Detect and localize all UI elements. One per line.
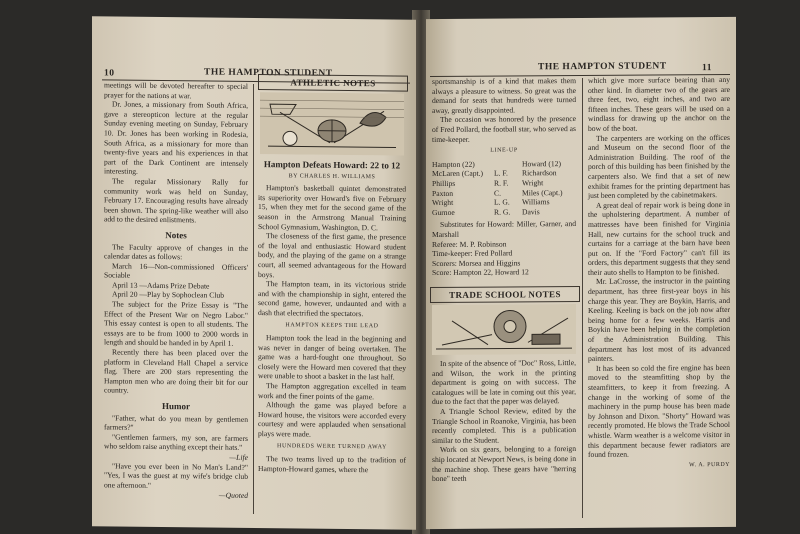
paragraph: The regular Missionary Rally for community work was held on Sunday, February 17. Encouraging results have already been shown. The spring-like weather will also add to the desired enlistments. (104, 176, 248, 225)
paragraph: "Gentlemen farmers, my son, are farmers who seldom raise anything except their hats." (104, 432, 248, 453)
left-col1 (104, 80, 248, 500)
paragraph: Hampton's basketball quintet demonstrated its superiority over Howard's five on February 15, when they met for the second game of the season in the Armstrong Manual Training School Gymnasium, Washington, D. C. (258, 183, 406, 232)
calendar-item: April 20 —Play by Sophoclean Club (112, 289, 225, 301)
lineup-cell: Wright (522, 178, 544, 188)
right-page-number: 11 (702, 63, 712, 74)
lineup-cell: Williams (522, 197, 550, 207)
subheading: HAMPTON KEEPS THE LEAD (285, 321, 379, 329)
paragraph: The subject for the Prize Essay is "The Effect of the Present War on Negro Labor." This essay contest is open to all students. The essays are to be from 1000 to 2000 words in length and should be handed in by April 1. (104, 299, 248, 349)
paragraph: A Triangle School Review, edited by the Triangle School in Roanoke, Virginia, has been recently completed. This is a publication similar to the Student. (432, 406, 576, 445)
paragraph: "Father, what do you mean by gentlemen farmers?" (104, 413, 248, 432)
lineup-heading: LINE-UP (490, 147, 518, 154)
humor-heading: Humor (162, 401, 190, 412)
lineup-cell: Miles (Capt.) (522, 187, 563, 197)
right-page (426, 17, 736, 529)
lineup-note: Substitutes for Howard: Miller, Garner, and Marshall (432, 219, 576, 239)
article-title: Hampton Defeats Howard: 22 to 12 (263, 159, 401, 171)
right-col1 (432, 76, 576, 278)
lineup-cell: Wright (432, 198, 454, 208)
column-rule (253, 84, 254, 514)
lineup-cell: R. F. (494, 178, 509, 188)
paragraph: The carpenters are working on the offices and Museum on the second floor of the Administration Building. The roof of the porch of this building has been finished by the carpenters also. We find that a set of new exhibit frames for the printing department has just been completed by the cabinetmakers. (588, 132, 730, 201)
column-rule (582, 78, 583, 518)
quote-source: —Quoted (218, 490, 248, 501)
byline: BY CHARLES H. WILLIAMS (288, 172, 376, 180)
lineup-header: Howard (12) (522, 158, 562, 169)
left-page (92, 16, 416, 529)
lineup-cell: McLaren (Capt.) (432, 169, 484, 179)
lineup-cell: Paxton (432, 188, 454, 198)
paragraph: Hampton took the lead in the beginning and was never in danger of being overtaken. The game was a hard-fought one throughout. So closely were the Howard men covered that they were unable to shoot a basket in the last half. (258, 333, 406, 382)
calendar-item: March 16—Non-commissioned Officers' Sociable (104, 261, 248, 280)
tools-illustration (432, 304, 576, 355)
paragraph: Work on six gears, belonging to a foreign ship located at Newport News, is being done in the machine shop. These gears have "herring bone" teeth (432, 444, 576, 484)
lineup-note: Score: Hampton 22, Howard 12 (432, 267, 529, 278)
paragraph: A great deal of repair work is being done in the upholstering department. A number of mattresses have been finished for Virginia Hall, new curtains for the school truck and curtains for a carriage at the barn have been put on. If the "Ford Factory" can't fill its orders, this department suggests that they send their auto shells to Hampton to be finished. (588, 199, 730, 277)
lineup-note: Referee: M. P. Robinson (432, 239, 507, 249)
lineup-cell: L. G. (494, 197, 510, 207)
paragraph: The closeness of the first game, the presence of the loyal and enthusiastic Howard student body, and the playing of the game on a strange court, all seemed advantageous for the Howard boys. (258, 231, 406, 279)
lineup-header: Hampton (22) (432, 159, 475, 169)
left-page-number: 10 (104, 68, 115, 79)
lineup-cell: R. G. (494, 207, 511, 217)
trade-school-notes-title: TRADE SCHOOL NOTES (430, 286, 580, 303)
right-col1-lower (432, 358, 576, 484)
paragraph: Recently there has been placed over the platform in Cleveland Hall Chapel a service flag. There are 200 stars representing the Hampton men who are doing their bit for our country. (104, 347, 248, 396)
sports-equipment-illustration (260, 92, 404, 156)
lineup-cell: Phillips (432, 178, 456, 188)
signature: W. A. PURDY (689, 461, 730, 468)
paragraph: The occasion was honored by the presence of Fred Pollard, the football star, who served as time-keeper. (432, 114, 576, 144)
paragraph: The Hampton aggregation excelled in team work and the finer points of the game. (258, 381, 406, 401)
left-running-head: THE HAMPTON STUDENT (204, 67, 333, 79)
paragraph: It has been so cold the fire engine has been moved to the steamfitting shop by the steamfitters, to keep it from freezing. A change in the working of some of the machinery in the pump house has been made by Johnson and Dixon. "Shorty" Howard was recently promoted. He blows the Trade School whistle. Warm weather is a welcome visitor in this department because fewer radiators are found frozen. (588, 362, 730, 460)
calendar-item: April 13 —Adams Prize Debate (112, 280, 210, 291)
paragraph: "Have you ever been in No Man's Land?" "Yes, I was the guest at my wife's bridge club one afternoon." (104, 461, 248, 490)
lineup-note: Scorers: Morsea and Higgins (432, 258, 521, 268)
notes-heading: Notes (165, 229, 187, 241)
paragraph: In spite of the absence of "Doc" Ross, Little, and Wilson, the work in the printing department is going on with success. The catalogues will be late in coming out this year, due to the fact that the paper was delayed. (432, 358, 576, 407)
lineup-cell: Richardson (522, 168, 557, 178)
quote-source: —Life (229, 452, 248, 462)
lineup-cell: Gurnoe (432, 207, 455, 217)
paragraph: Mr. LaCrosse, the instructor in the painting department, has three first-year boys in his charge this year. They are Boykin, Harris, and Keeling. Keeling is back on the job now after being home for a few weeks. Harris and Boykin have been helping in the completion of the Administration Building. This department has lost most of its advanced painters. (588, 276, 730, 364)
right-running-head: THE HAMPTON STUDENT (538, 61, 667, 73)
lineup-cell: C. (494, 188, 501, 198)
lineup-table (432, 159, 576, 218)
paragraph: Although the game was played before a Howard house, the visitors were accorded every courtesy and were applauded when sensational plays were made. (258, 400, 406, 439)
right-col2 (588, 75, 730, 471)
paragraph: Dr. Jones, a missionary from South Africa, gave a stereopticon lecture at the regular Sunday evening meeting on Sunday, February 10. Dr. Jones has been working in Rodesia, South Africa, as a missionary for more than twenty-five years and his experiences in that part of the Dark Continent are intensely interesting. (104, 99, 248, 177)
paragraph: meetings will be devoted hereafter to special prayer for the nations at war. (104, 80, 248, 100)
subheading: HUNDREDS WERE TURNED AWAY (277, 442, 387, 451)
paragraph: The Hampton team, in its victorious stride and with the championship in sight, entered the second game, however, undaunted and with a dash that electrified the spectators. (258, 279, 406, 319)
lineup-cell: Davis (522, 207, 540, 217)
athletic-notes-title: ATHLETIC NOTES (258, 74, 408, 92)
lineup-note: Time-keeper: Fred Pollard (432, 248, 513, 259)
lineup-header (494, 159, 522, 169)
paragraph: The two teams lived up to the tradition of Hampton-Howard games, where the (258, 454, 406, 475)
paragraph: The Faculty approve of changes in the calendar dates as follows: (104, 242, 248, 262)
paragraph: which give more surface bearing than any other kind. In diameter two of the gears are three feet, two, eight inches, and two are fifteen inches. These gears will be used on a windlass for drawing up the anchor on the bow of the boat. (588, 74, 730, 133)
lineup-cell: L. F. (494, 168, 508, 178)
left-col2 (258, 158, 406, 475)
paragraph: sportsmanship is of a kind that makes them always a pleasure to witness. So great was the demand for seats that hundreds were turned away, greatly disappointed. (432, 76, 576, 115)
